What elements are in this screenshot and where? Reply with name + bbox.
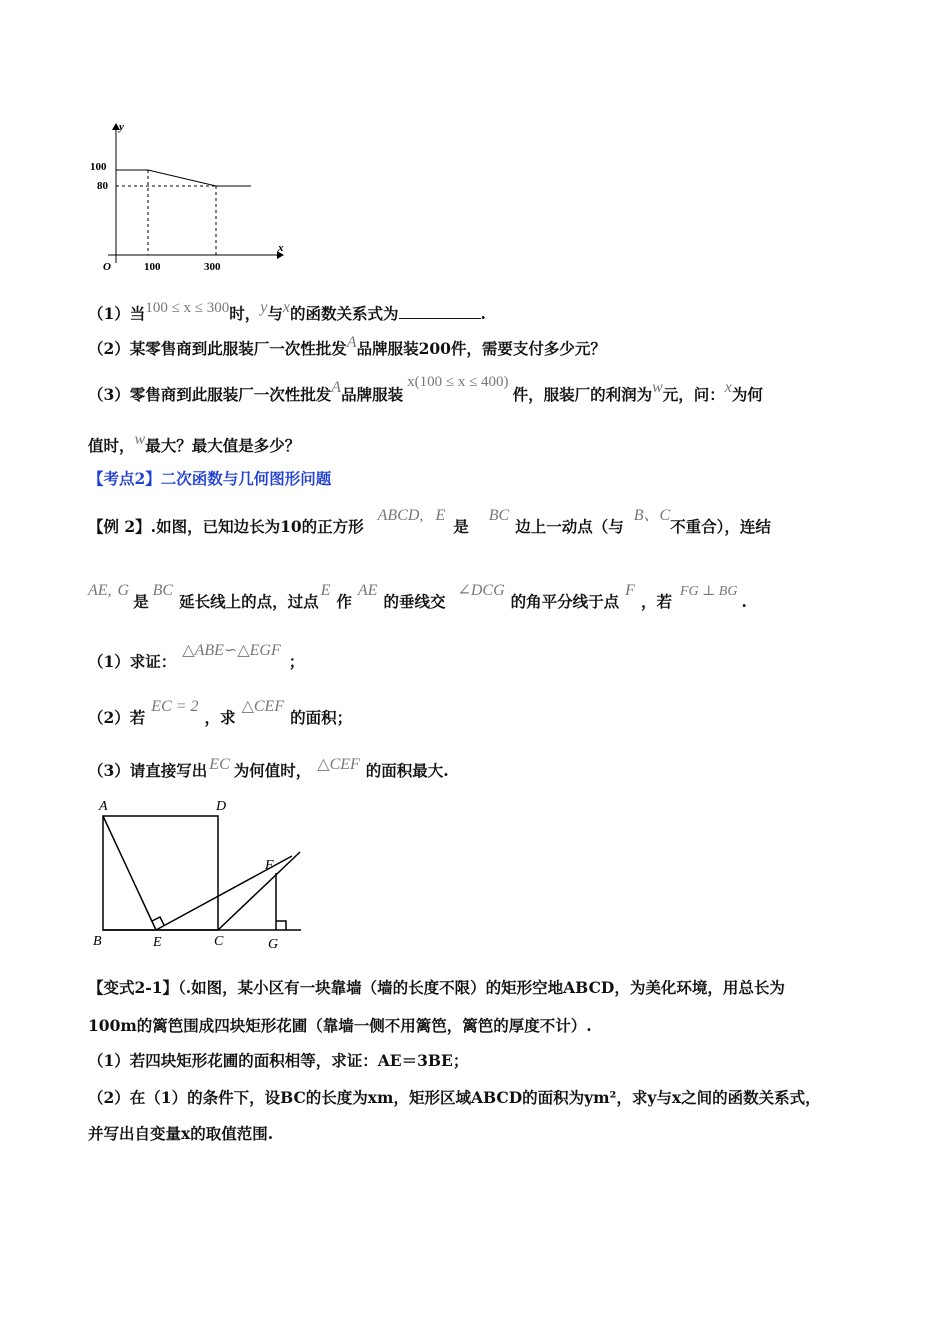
square-abcd [103, 816, 218, 930]
point-label-c: C [214, 934, 224, 949]
segment-ae [103, 816, 156, 930]
variant-2-1-part-2: （2）在（1）的条件下，设BC的长度为xm，矩形区域ABCD的面积为ym²，求y与x之间的函数关系式， [88, 1088, 821, 1107]
example-2-part-2: （2）若EC = 2，求△CEF的面积； [88, 698, 353, 727]
example-2-line-1: 【例 2】.如图，已知边长为10的正方形ABCD, E是BC边上一动点（与B、C不重合），连结 [88, 507, 771, 536]
variant-2-1-part-2-cont: 并写出自变量x的取值范围. [88, 1124, 274, 1143]
point-label-d: D [216, 799, 227, 814]
origin-label: O [103, 261, 111, 273]
x-axis-label: x [278, 242, 284, 254]
section-heading: 【考点2】二次函数与几何图形问题 [88, 469, 332, 488]
variant-2-1-part-1: （1）若四块矩形花圃的面积相等，求证：AE＝3BE； [88, 1051, 469, 1070]
point-label-g: G [268, 937, 279, 952]
example-2-part-1: （1）求证：△ABE∽△EGF； [88, 642, 305, 671]
point-label-e: E [153, 935, 162, 950]
question-3-cont: 值时，w最大？最大值是多少？ [88, 431, 301, 455]
question-2: （2）某零售商到此服装厂一次性批发A品牌服装200件，需要支付多少元？ [88, 334, 606, 358]
x-tick-label: 100 [144, 261, 161, 273]
y-axis-label: y [119, 121, 124, 133]
point-label-f: F [265, 858, 274, 873]
right-angle-mark [276, 921, 286, 930]
answer-blank [399, 304, 481, 319]
variant-2-1-line-1: 【变式2-1】（.如图，某小区有一块靠墙（墙的长度不限）的矩形空地ABCD，为美化环境，用总长为 [88, 978, 785, 997]
question-1: （1）当100 ≤ x ≤ 300时，y与x的函数关系式为 . [88, 299, 486, 323]
square-figure [88, 794, 310, 954]
point-label-b: B [93, 934, 102, 949]
function-graph [88, 118, 298, 280]
function-line [116, 170, 251, 186]
example-2-part-3: （3）请直接写出 EC 为何值时， △CEF 的面积最大. [88, 756, 449, 780]
question-3: （3）零售商到此服装厂一次性批发A品牌服装x(100 ≤ x ≤ 400)件，服装厂的利润为w元，问：x为何 [88, 374, 763, 404]
bisector-cf [218, 852, 300, 930]
y-tick-label: 80 [97, 180, 108, 192]
example-2-line-2: AE, G是BC延长线上的点，过点E作AE的垂线交∠DCG的角平分线于点F，若FG ⊥ BG. [88, 582, 747, 611]
y-tick-label: 100 [90, 161, 107, 173]
point-label-a: A [99, 799, 108, 814]
x-tick-label: 300 [204, 261, 221, 273]
variant-2-1-line-2: 100m的篱笆围成四块矩形花圃（靠墙一侧不用篱笆，篱笆的厚度不计）. [88, 1016, 592, 1035]
